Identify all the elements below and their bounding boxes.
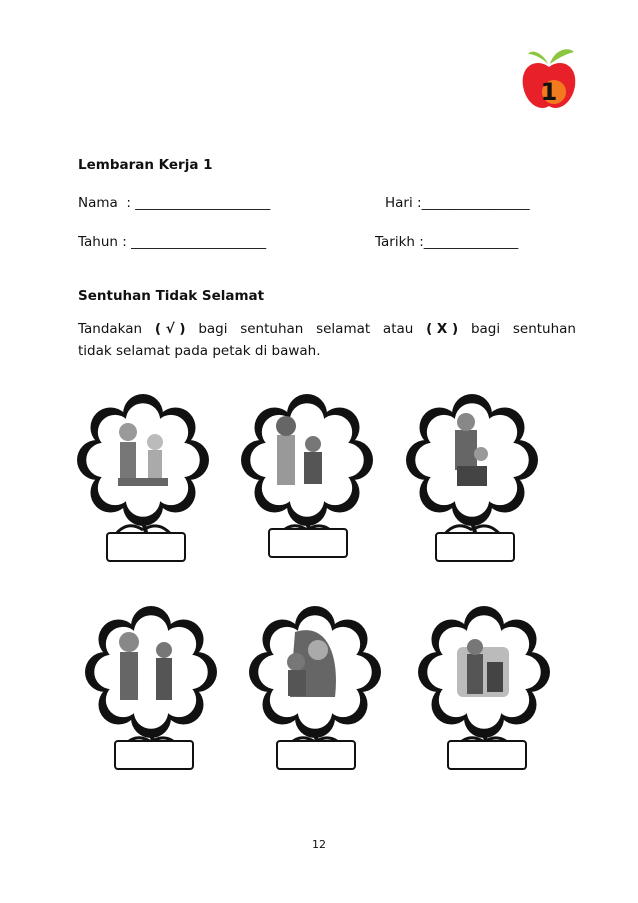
instruction-word: atau bbox=[382, 321, 414, 337]
tahun-field[interactable]: Tahun : ____________________ bbox=[78, 234, 267, 250]
worksheet-title: Lembaran Kerja 1 bbox=[78, 157, 213, 173]
flower-card bbox=[397, 380, 547, 570]
section-title: Sentuhan Tidak Selamat bbox=[78, 288, 265, 304]
answer-box[interactable] bbox=[435, 532, 515, 562]
badge-number: 1 bbox=[540, 78, 558, 106]
apple-icon bbox=[518, 40, 580, 115]
answer-box[interactable] bbox=[268, 528, 348, 558]
apple-badge bbox=[518, 40, 580, 115]
instruction-word: selamat bbox=[316, 321, 371, 337]
flower-card bbox=[68, 380, 218, 570]
check-symbol: ( √ ) bbox=[154, 321, 186, 337]
answer-box[interactable] bbox=[106, 532, 186, 562]
tarikh-field[interactable]: Tarikh :______________ bbox=[375, 234, 519, 250]
cross-symbol: ( X ) bbox=[426, 321, 459, 337]
flower-card bbox=[409, 592, 559, 782]
answer-box[interactable] bbox=[447, 740, 527, 770]
instruction-word: bagi bbox=[198, 321, 228, 337]
flower-card bbox=[76, 592, 226, 782]
nama-field[interactable]: Nama : ____________________ bbox=[78, 195, 271, 211]
answer-box[interactable] bbox=[114, 740, 194, 770]
flower-card bbox=[232, 380, 382, 570]
instruction-word: Tandakan bbox=[78, 321, 143, 337]
answer-box[interactable] bbox=[276, 740, 356, 770]
flower-card bbox=[240, 592, 390, 782]
hari-field[interactable]: Hari :________________ bbox=[385, 195, 530, 211]
instruction-line-2: tidak selamat pada petak di bawah. bbox=[78, 343, 321, 359]
instruction-word: bagi bbox=[470, 321, 501, 337]
instruction-word: sentuhan bbox=[240, 321, 304, 337]
instruction-text bbox=[78, 318, 576, 362]
page-number: 12 bbox=[312, 838, 326, 851]
instruction-word: sentuhan bbox=[512, 321, 576, 337]
